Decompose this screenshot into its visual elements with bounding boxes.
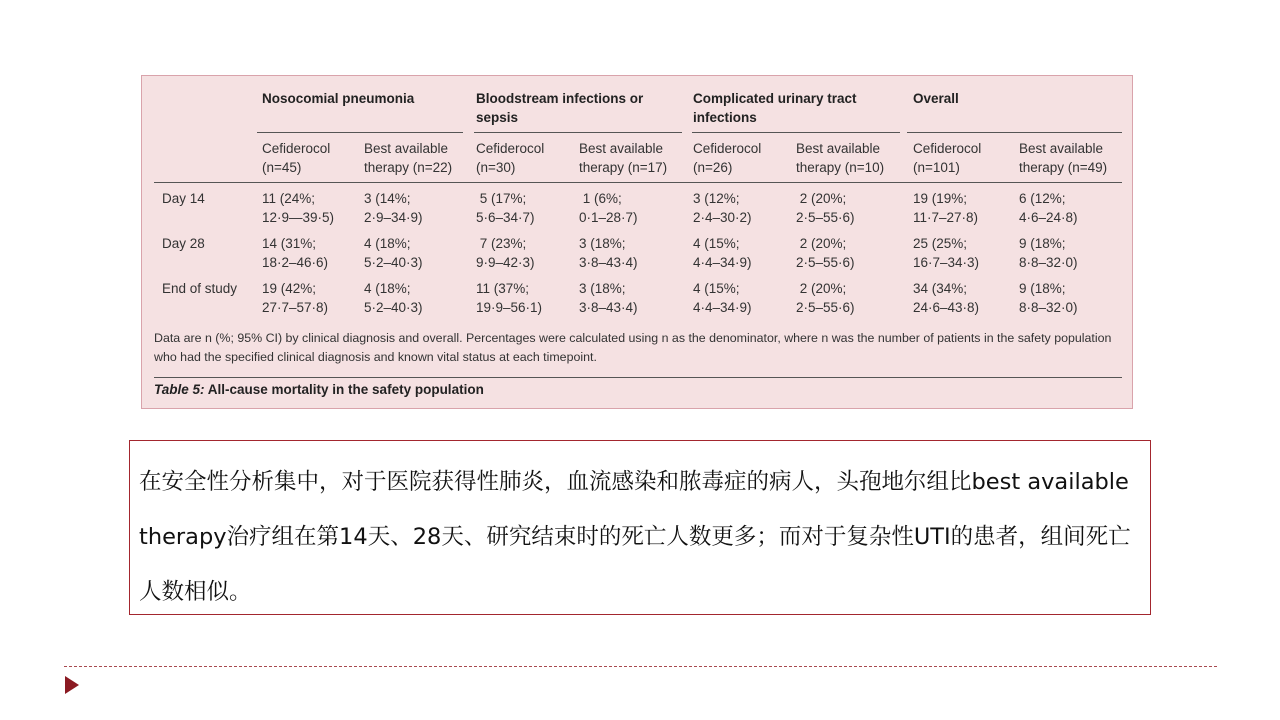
- group-rule-overall: [907, 132, 1122, 133]
- table-cell: 11 (37%; 19·9–56·1): [476, 281, 543, 315]
- row-label-day28: Day 28: [162, 236, 205, 251]
- subhead-cef-overall: Cefiderocol (n=101): [913, 141, 982, 175]
- table-cell: 9 (18%; 8·8–32·0): [1019, 236, 1078, 270]
- table-cell: 7 (23%; 9·9–42·3): [476, 236, 535, 270]
- group-rule-cuti: [692, 132, 900, 133]
- subhead-cef-cuti: Cefiderocol (n=26): [693, 141, 762, 175]
- row-label-day14: Day 14: [162, 191, 205, 206]
- table-cell: 3 (14%; 2·9–34·9): [364, 191, 423, 225]
- triangle-arrow-icon: [65, 676, 79, 694]
- table-cell: 1 (6%; 0·1–28·7): [579, 191, 638, 225]
- subhead-cef-np: Cefiderocol (n=45): [262, 141, 331, 175]
- group-rule-bloodstream: [474, 132, 682, 133]
- subhead-bat-np: Best available therapy (n=22): [364, 141, 453, 175]
- table-caption: [154, 382, 484, 397]
- group-rule-nosocomial: [257, 132, 463, 133]
- table-cell: 3 (12%; 2·4–30·2): [693, 191, 752, 225]
- table-cell: 3 (18%; 3·8–43·4): [579, 281, 638, 315]
- table-cell: 2 (20%; 2·5–55·6): [796, 236, 855, 270]
- group-header-bloodstream: Bloodstream infections or sepsis: [476, 91, 644, 125]
- table-cell: 2 (20%; 2·5–55·6): [796, 191, 855, 225]
- header-bottom-rule: [154, 182, 1122, 183]
- table-cell: 19 (42%; 27·7–57·8): [262, 281, 329, 315]
- table-caption-number: Table 5:: [154, 382, 205, 397]
- table-cell: 4 (18%; 5·2–40·3): [364, 281, 423, 315]
- table-cell: 3 (18%; 3·8–43·4): [579, 236, 638, 270]
- table-cell: 11 (24%; 12·9—39·5): [262, 191, 335, 225]
- caption-rule: [154, 377, 1122, 378]
- table-caption-text: All-cause mortality in the safety population: [204, 382, 484, 397]
- footer-dashed-rule: [64, 666, 1217, 667]
- table-panel: [141, 75, 1133, 409]
- subhead-cef-bsi: Cefiderocol (n=30): [476, 141, 545, 175]
- row-label-end-of-study: End of study: [162, 281, 238, 296]
- table-cell: 2 (20%; 2·5–55·6): [796, 281, 855, 315]
- table-cell: 4 (18%; 5·2–40·3): [364, 236, 423, 270]
- subhead-bat-bsi: Best available therapy (n=17): [579, 141, 668, 175]
- table-cell: 5 (17%; 5·6–34·7): [476, 191, 535, 225]
- table-cell: 9 (18%; 8·8–32·0): [1019, 281, 1078, 315]
- table-cell: 19 (19%; 11·7–27·8): [913, 191, 979, 225]
- table-cell: 6 (12%; 4·6–24·8): [1019, 191, 1078, 225]
- subhead-bat-overall: Best available therapy (n=49): [1019, 141, 1108, 175]
- table-cell: 25 (25%; 16·7–34·3): [913, 236, 980, 270]
- group-header-cuti: Complicated urinary tract infections: [693, 91, 857, 125]
- summary-text: 在安全性分析集中，对于医院获得性肺炎，血流感染和脓毒症的病人，头孢地尔组比best available therapy治疗组在第14天、28天、研究结束时的死亡人数更多；而对于复杂性UTI的患者，组间死亡人数相似。: [139, 469, 1131, 605]
- subhead-bat-cuti: Best available therapy (n=10): [796, 141, 885, 175]
- group-header-overall: Overall: [913, 91, 959, 106]
- table-cell: 14 (31%; 18·2–46·6): [262, 236, 329, 270]
- table-cell: 4 (15%; 4·4–34·9): [693, 281, 752, 315]
- table-footnote: Data are n (%; 95% CI) by clinical diagnosis and overall. Percentages were calculated using n as the denominator, where n was the number of patients in the safety population who had the specified clinical diagnosis and known vital status at each timepoint.: [154, 331, 1112, 364]
- group-header-nosocomial: Nosocomial pneumonia: [262, 91, 415, 106]
- table-cell: 34 (34%; 24·6–43·8): [913, 281, 980, 315]
- summary-box: [129, 440, 1151, 615]
- table-cell: 4 (15%; 4·4–34·9): [693, 236, 752, 270]
